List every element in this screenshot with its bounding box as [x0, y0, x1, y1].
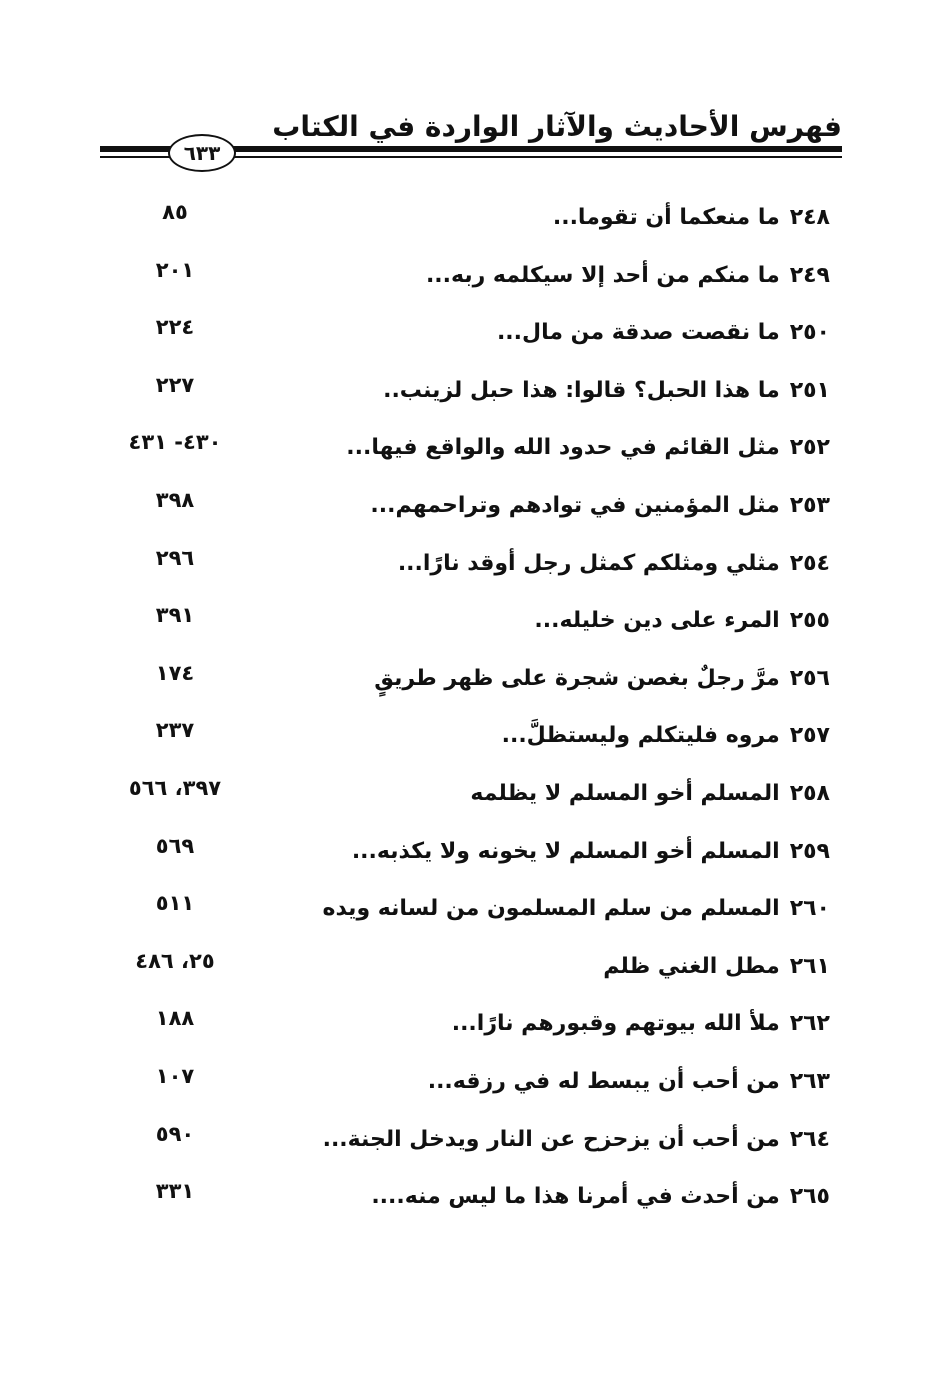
- entry-pages: ٢٩٦: [155, 545, 195, 570]
- entry-number: ٢٥٥: [789, 608, 830, 634]
- entry-number: ٢٥٢: [789, 435, 830, 461]
- entry-pages: ٣٩١: [155, 603, 195, 628]
- entry-pages: ٤٣٠- ٤٣١: [128, 430, 222, 455]
- entry-pages: ٢٢٧: [155, 372, 195, 397]
- header-rule: [100, 0, 842, 200]
- entry-text: مثل المؤمنين في توادهم وتراحمهم...: [370, 492, 780, 518]
- entry-number: ٢٦٢: [789, 1011, 830, 1037]
- entry-text: المسلم أخو المسلم لا يخونه ولا يكذبه...: [351, 838, 780, 864]
- entry-text: مروه فليتكلم وليستظلَّ...: [501, 723, 780, 749]
- entry-number: ٢٥٣: [789, 492, 830, 518]
- entry-pages: ٢٣٧: [155, 718, 195, 743]
- entry-pages: ٣٣١: [155, 1179, 195, 1204]
- entry-pages: ٢٢٤: [155, 315, 195, 340]
- entry-number: ٢٦٤: [789, 1126, 830, 1152]
- entry-text: مرَّ رجلٌ بغصن شجرة على ظهر طريقٍ: [374, 665, 780, 691]
- entry-pages: ١٧٤: [155, 660, 195, 685]
- entry-pages: ٥١١: [155, 891, 195, 916]
- entry-pages: ٥٩٠: [155, 1121, 195, 1146]
- entry-number: ٢٥٤: [789, 550, 830, 576]
- entry-pages: ٣٩٨: [155, 487, 195, 512]
- index-entry: [100, 947, 836, 1005]
- entry-number: ٢٥٧: [789, 723, 830, 749]
- entry-text: ما نقصت صدقة من مال...: [496, 320, 780, 346]
- entry-number: ٢٦١: [789, 953, 830, 979]
- entry-number: ٢٥١: [789, 377, 830, 403]
- page-number: ٦٣٣: [183, 141, 221, 165]
- index-entry: [100, 1177, 836, 1235]
- entry-number: ٢٥٠: [789, 320, 830, 346]
- index-entry: [100, 601, 836, 659]
- entry-number: ٢٦٣: [789, 1068, 830, 1094]
- entry-text: من أحب أن يبسط له في رزقه...: [427, 1068, 780, 1094]
- index-entry: [100, 313, 836, 371]
- index-entry: [100, 774, 836, 832]
- entry-text: المسلم من سلم المسلمون من لسانه ويده: [322, 896, 780, 922]
- entry-number: ٢٤٩: [789, 262, 830, 288]
- entry-number: ٢٦٥: [789, 1184, 830, 1210]
- index-entry: [100, 716, 836, 774]
- index-entry: [100, 889, 836, 947]
- entry-text: مثلي ومثلكم كمثل رجل أوقد نارًا...: [397, 550, 780, 576]
- entry-text: مثل القائم في حدود الله والواقع فيها...: [346, 435, 780, 461]
- entry-number: ٢٥٩: [789, 838, 830, 864]
- entry-text: المرء على دين خليله...: [534, 608, 780, 634]
- index-entry: [100, 832, 836, 890]
- index-entry: [100, 1120, 836, 1178]
- entry-text: المسلم أخو المسلم لا يظلمه: [470, 780, 780, 806]
- entry-text: مطل الغني ظلم: [603, 953, 780, 979]
- header-title: فهرس الأحاديث والآثار الواردة في الكتاب: [272, 110, 842, 143]
- entry-text: من أحب أن يزحزح عن النار ويدخل الجنة...: [322, 1126, 780, 1152]
- index-entry: [100, 544, 836, 602]
- entry-pages: ٨٥: [162, 200, 188, 224]
- entry-text: ملأ الله بيوتهم وقبورهم نارًا...: [451, 1011, 780, 1037]
- index-entry: [100, 198, 836, 256]
- entry-pages: ٢٠١: [155, 257, 195, 282]
- entry-pages: ١٨٨: [155, 1006, 195, 1031]
- index-entry: [100, 659, 836, 717]
- index-entry: [100, 428, 836, 486]
- entry-number: ٢٥٨: [789, 780, 830, 806]
- index-entry: [100, 371, 836, 429]
- entry-number: ٢٥٦: [789, 665, 830, 691]
- index-entry: [100, 256, 836, 314]
- page-number-badge: [168, 134, 236, 172]
- index-entries: [100, 198, 836, 1235]
- index-entry: [100, 1004, 836, 1062]
- entry-text: ما منكم من أحد إلا سيكلمه ربه...: [425, 262, 780, 288]
- entry-number: ٢٤٨: [789, 205, 830, 230]
- index-entry: [100, 1062, 836, 1120]
- entry-pages: ٥٦٩: [155, 833, 195, 858]
- entry-pages: ١٠٧: [155, 1063, 195, 1088]
- index-entry: [100, 486, 836, 544]
- entry-text: ما منعكما أن تقوما...: [552, 205, 780, 230]
- entry-pages: ٢٥، ٤٨٦: [135, 948, 215, 973]
- entry-text: من أحدث في أمرنا هذا ما ليس منه....: [371, 1184, 780, 1210]
- entry-text: ما هذا الحبل؟ قالوا: هذا حبل لزينب..: [383, 377, 780, 403]
- entry-pages: ٣٩٧، ٥٦٦: [128, 775, 222, 800]
- entry-number: ٢٦٠: [789, 896, 830, 922]
